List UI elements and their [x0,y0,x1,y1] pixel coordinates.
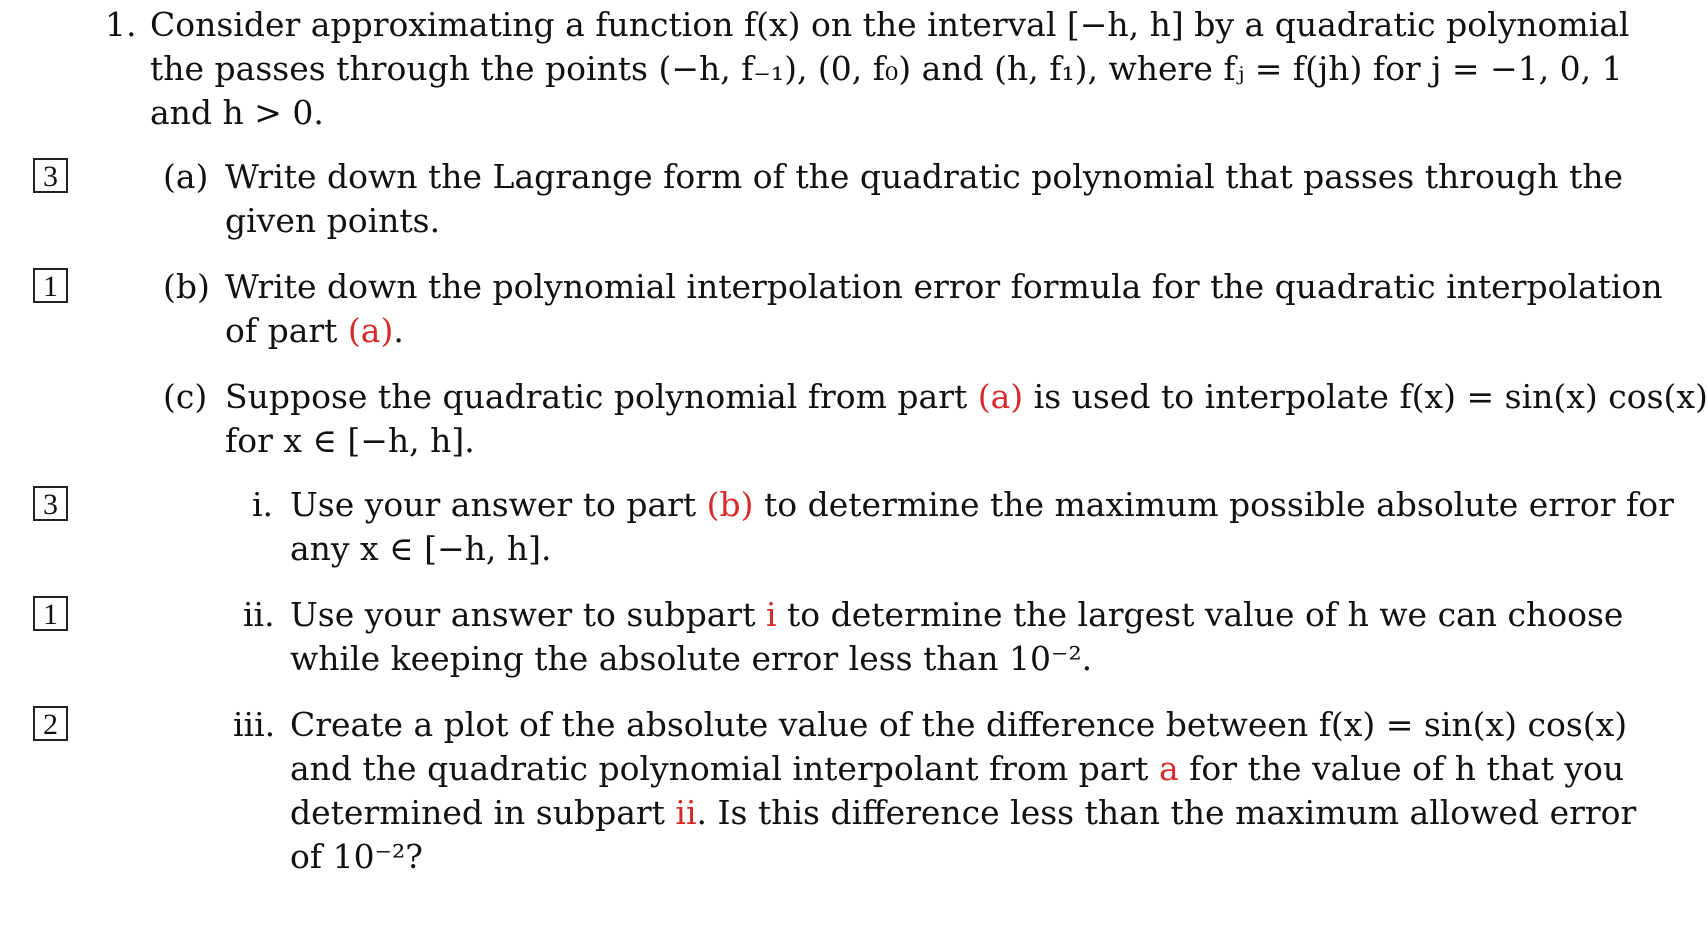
part-b-line-1: Write down the polynomial interpolation error formula for the quadratic interpolation [225,267,1663,306]
subpart-i-line-2: any x ∈ [−h, h]. [290,529,552,568]
subpart-iii-line-2 [290,747,1625,791]
subpart-i-line-1-end: to determine the maximum possible absolute error for [753,485,1674,524]
part-a-reference-link[interactable]: (a) [977,377,1024,416]
subpart-iii-line-1: Create a plot of the absolute value of the difference between f(x) = sin(x) cos(x) [290,705,1628,744]
marks-box-subpart-ii: 1 [33,596,68,631]
part-b-line-2-text: of part [225,311,348,350]
part-a-label: (a) [163,157,209,196]
part-c-line-1 [225,375,1708,419]
part-b-line-2-end: . [393,311,404,350]
marks-box-part-a: 3 [33,158,68,193]
subpart-ii-reference-link[interactable]: ii [675,793,697,832]
marks-box-subpart-i: 3 [33,486,68,521]
subpart-i-line-1-text: Use your answer to part [290,485,707,524]
subpart-iii-line-2-end: for the value of h that you [1178,749,1625,788]
marks-box-part-b: 1 [33,268,68,303]
question-stem-line-1: Consider approximating a function f(x) on the interval [−h, h] by a quadratic polynomial [150,5,1630,44]
part-a-reference-link[interactable]: (a) [347,311,394,350]
subpart-i-line-1 [290,483,1674,527]
part-b-reference-link[interactable]: (b) [706,485,754,524]
subpart-iii-line-3 [290,791,1637,835]
part-c-line-2: for x ∈ [−h, h]. [225,421,475,460]
part-c-label: (c) [163,377,208,416]
question-stem-line-2: the passes through the points (−h, f₋₁), (0, f₀) and (h, f₁), where fⱼ = f(jh) for j = −1, 0, 1 [150,49,1623,88]
part-b-line-2 [225,309,404,353]
question-number: 1. [105,5,137,44]
subpart-iii-line-4: of 10⁻²? [290,837,423,876]
part-c-line-1-text: Suppose the quadratic polynomial from part [225,377,978,416]
subpart-i-label: i. [252,485,274,524]
subpart-iii-line-3-text: determined in subpart [290,793,676,832]
part-a-line-2: given points. [225,201,441,240]
subpart-ii-line-1-end: to determine the largest value of h we can choose [776,595,1624,634]
subpart-i-reference-link[interactable]: i [765,595,777,634]
marks-box-subpart-iii: 2 [33,706,68,741]
subpart-ii-line-2: while keeping the absolute error less than 10⁻². [290,639,1093,678]
subpart-ii-line-1-text: Use your answer to subpart [290,595,766,634]
part-a-line-1: Write down the Lagrange form of the quadratic polynomial that passes through the [225,157,1624,196]
part-a-reference-link[interactable]: a [1158,749,1179,788]
subpart-iii-line-2-text: and the quadratic polynomial interpolant from part [290,749,1159,788]
subpart-iii-line-3-end: . Is this difference less than the maximum allowed error [696,793,1637,832]
subpart-ii-label: ii. [243,595,275,634]
question-stem-line-3: and h > 0. [150,93,324,132]
part-b-label: (b) [163,267,210,306]
subpart-ii-line-1 [290,593,1624,637]
part-c-line-1-end: is used to interpolate f(x) = sin(x) cos(x) [1023,377,1708,416]
subpart-iii-label: iii. [233,705,276,744]
